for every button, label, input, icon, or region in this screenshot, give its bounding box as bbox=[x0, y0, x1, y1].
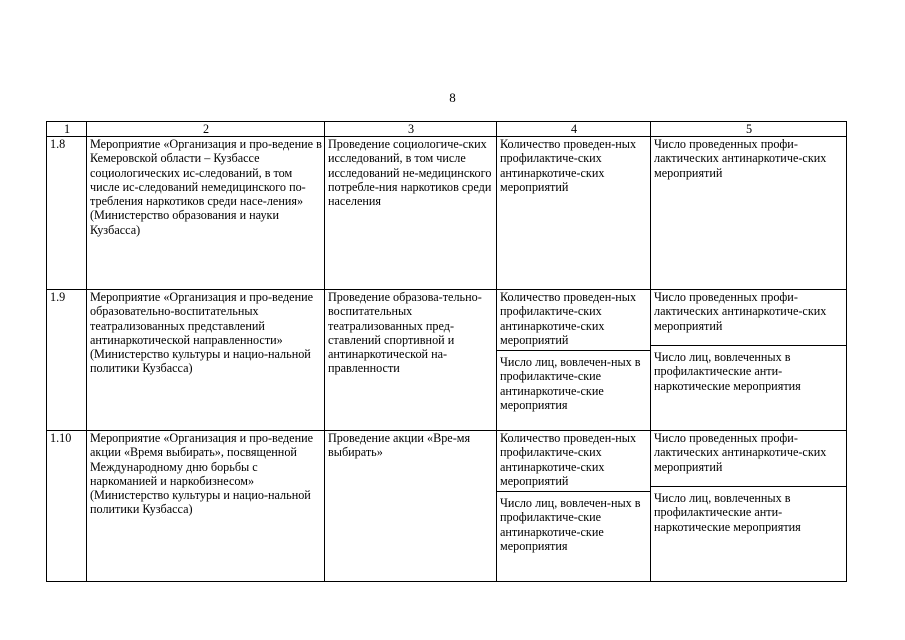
content-cell: Проведение образова-тельно-воспитательных театрализованных пред-ставлений спортивной и антинаркотической на-правленности bbox=[325, 290, 497, 431]
event-cell bbox=[87, 290, 325, 431]
content-cell: Проведение социологиче-ских исследований, в том числе исследований не-медицинского потребле-ния наркотиков среди населения bbox=[325, 137, 497, 290]
responsible-org: (Министерство культуры и нацио-нальной политики Кузбасса) bbox=[90, 347, 311, 376]
event-description: Мероприятие «Организация и про-ведение в Кемеровской области – Кузбассе социологических ис-следований, в том числе ис-следований немедицинского по-требления наркотиков среди насе-ления» bbox=[90, 137, 322, 209]
column-header: 2 bbox=[87, 122, 325, 137]
indicator-item: Число лиц, вовлечен-ных в профилактиче-ские антинаркотиче-ские мероприятия bbox=[497, 350, 650, 412]
table-row bbox=[47, 137, 847, 290]
table-row bbox=[47, 431, 847, 582]
column-header: 4 bbox=[497, 122, 651, 137]
event-description: Мероприятие «Организация и про-ведение образовательно-воспитательных театрализованных представлений антинаркотической направленности» bbox=[90, 290, 314, 347]
row-number: 1.10 bbox=[47, 431, 87, 582]
indicator-item: Число лиц, вовлечен-ных в профилактиче-ские антинаркотиче-ские мероприятия bbox=[497, 491, 650, 553]
page-number: 8 bbox=[449, 90, 456, 105]
event-cell bbox=[87, 137, 325, 290]
event-description: Мероприятие «Организация и про-ведение акции «Время выбирать», посвященной Международному дню борьбы с наркоманией и наркобизнесом» bbox=[90, 431, 314, 488]
indicator-value-cell bbox=[651, 290, 847, 431]
responsible-org: (Министерство культуры и нацио-нальной политики Кузбасса) bbox=[90, 488, 311, 517]
indicator-value-item: Число лиц, вовлеченных в профилактические анти-наркотические мероприятия bbox=[651, 345, 846, 393]
measures-table bbox=[46, 121, 847, 582]
indicator-value-cell bbox=[651, 431, 847, 582]
indicator-cell bbox=[497, 290, 651, 431]
indicator-cell bbox=[497, 431, 651, 582]
table-header-row bbox=[47, 122, 847, 137]
event-cell bbox=[87, 431, 325, 582]
content-cell: Проведение акции «Вре-мя выбирать» bbox=[325, 431, 497, 582]
indicator-value-item: Число проведенных профи-лактических антинаркотиче-ских мероприятий bbox=[654, 290, 827, 333]
indicator-item: Количество проведен-ных профилактиче-ских антинаркотиче-ских мероприятий bbox=[500, 290, 637, 347]
indicator-value-cell: Число проведенных профи-лактических антинаркотиче-ских мероприятий bbox=[651, 137, 847, 290]
row-number: 1.9 bbox=[47, 290, 87, 431]
indicator-item: Количество проведен-ных профилактиче-ских антинаркотиче-ских мероприятий bbox=[500, 431, 637, 488]
row-number: 1.8 bbox=[47, 137, 87, 290]
indicator-value-item: Число лиц, вовлеченных в профилактические анти-наркотические мероприятия bbox=[651, 486, 846, 534]
table-row bbox=[47, 290, 847, 431]
column-header: 3 bbox=[325, 122, 497, 137]
column-header: 1 bbox=[47, 122, 87, 137]
indicator-cell: Количество проведен-ных профилактиче-ских антинаркотиче-ских мероприятий bbox=[497, 137, 651, 290]
column-header: 5 bbox=[651, 122, 847, 137]
responsible-org: (Министерство образования и науки Кузбасса) bbox=[90, 208, 280, 237]
indicator-value-item: Число проведенных профи-лактических антинаркотиче-ских мероприятий bbox=[654, 431, 827, 474]
